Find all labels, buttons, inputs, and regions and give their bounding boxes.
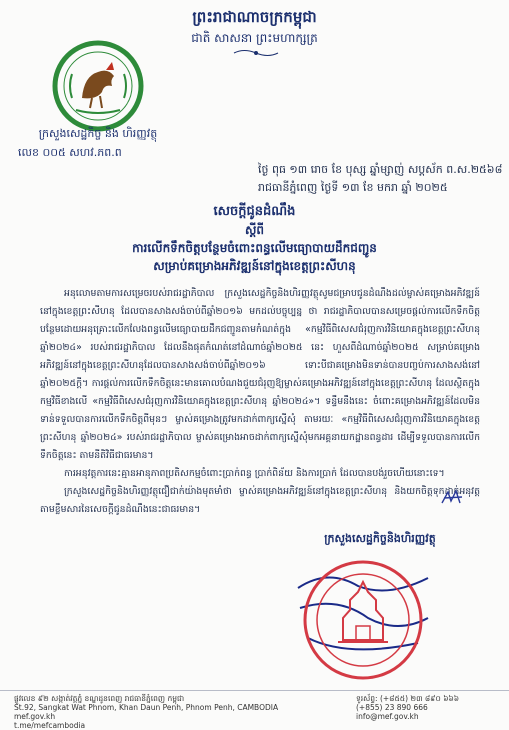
initial-signature-mark <box>440 489 464 507</box>
footer-email[interactable]: info@mef.gov.kh <box>356 712 419 721</box>
subject-line-2: សម្រាប់គម្រោងអភិវឌ្ឍន៍នៅក្នុងខេត្តព្រះសីហនុ <box>153 259 356 273</box>
footer-telegram[interactable]: t.me/mefcambodia <box>14 721 86 730</box>
paragraph-2: ការអនុវត្តការនេះគ្មានអានុភាពប្រតិសកម្មចំពោះប្រាក់ពន្ធ ប្រាក់ពិន័យ និងការប្រាក់ ដែលបានបង់រួចហើយនោះទេ។ <box>64 468 445 479</box>
page-footer <box>0 690 509 730</box>
footer-contact <box>356 694 459 721</box>
paragraph-1: អនុលោមតាមការសម្រេចរបស់រាជរដ្ឋាភិបាល ក្រសួងសេដ្ឋកិច្ចនិងហិរញ្ញវត្ថុសូមជម្រាបជូនដំណឹងដល់ម្ចាស់គម្រោងអភិវឌ្ឍន៍នៅក្នុងខេត្តព្រះសីហនុ ដែលបានសាងសង់ចាប់ពីឆ្នាំ២០១៦ មកដល់បច្ចុប្បន្ន ថា រាជរដ្ឋាភិបាលបានសម្រេចផ្តល់ការលើកទឹកចិត្តបន្ថែមដោយអនុគ្រោះលើកលែងពន្ធលើមធ្យោបាយដឹកជញ្ជូនតាមកំណត់ក្នុង «កម្មវិធីពិសេសជំរុញការវិនិយោគក្នុងខេត្តព្រះសីហនុ ឆ្នាំ២០២៤» របស់រាជរដ្ឋាភិបាល ដែលនឹងផុតកំណត់នៅដំណាច់ឆ្នាំ២០២៥ នេះ ហួសពីដំណាច់ឆ្នាំ២០២៥ សម្រាប់គម្រោងអភិវឌ្ឍន៍នៅក្នុងខេត្តព្រះសីហនុដែលបានសាងសង់ចាប់ពីឆ្នាំ២០១៦ ទោះបីជាគម្រោងមិនទាន់បានបញ្ចប់ការសាងសង់នៅឆ្នាំ២០២៥ក្តី។ ការផ្តល់ការលើកទឹកចិត្តនេះមានគោលបំណងជួយជំរុញឱ្យម្ចាស់គម្រោងអភិវឌ្ឍន៍នៅក្នុងខេត្តព្រះសីហនុ ដែលស្ថិតក្នុងកម្មវិធីខាងលើ «កម្មវិធីពិសេសជំរុញការវិនិយោគក្នុងខេត្តព្រះសីហនុ ឆ្នាំ២០២៤»។ ទន្ទឹមនឹងនេះ ចំពោះគម្រោងអភិវឌ្ឍន៍ដែលមិនទាន់ទទួលបានការលើកទឹកចិត្តពីមុនៗ ម្ចាស់គម្រោងត្រូវមកដាក់ពាក្យស្នើសុំ តាមរយៈ «កម្មវិធីពិសេសជំរុញការវិនិយោគក្នុងខេត្តព្រះសីហនុ ឆ្នាំ២០២៤» របស់រាជរដ្ឋាភិបាល ម្ចាស់គម្រោងអាចដាក់ពាក្យស្នើសុំមកអគ្គនាយកដ្ឋានពន្ធដារ ដើម្បីទទួលបានការលើកទឹកចិត្តនេះ តាមនីតិវិធីជាធរមាន។ <box>40 288 480 461</box>
official-seal <box>288 548 438 688</box>
kingdom-header: ព្រះរាជាណាចក្រកម្ពុជា <box>192 8 317 26</box>
footer-phone-kh: ទូរស័ព្ទ: (+៨៥៥) ២៣ ៨៩០ ៦៦៦ <box>356 694 460 703</box>
footer-address-kh: ផ្លូវលេខ ៩២ សង្កាត់វត្តភ្នំ ខណ្ឌដូនពេញ រាជធានីភ្នំពេញ កម្ពុជា <box>14 694 185 703</box>
reference-number: លេខ ០០៥ សហវ.ភព.ព <box>18 146 122 159</box>
lunar-date: ថ្ងៃ ពុធ ១៣ រោច ខែ បុស្ស ឆ្នាំម្សាញ់ សប្តស័ក ព.ស.២៥៦៨ <box>258 163 503 176</box>
national-motto: ជាតិ សាសនា ព្រះមហាក្សត្រ <box>191 31 318 45</box>
footer-phone: (+855) 23 890 666 <box>356 703 428 712</box>
ministry-name: ក្រសួងសេដ្ឋកិច្ច និង ហិរញ្ញវត្ថុ <box>38 127 158 140</box>
signatory-title: ក្រសួងសេដ្ឋកិច្ចនិងហិរញ្ញវត្ថុ <box>324 532 436 545</box>
notice-body <box>40 285 480 519</box>
paragraph-3: ក្រសួងសេដ្ឋកិច្ចនិងហិរញ្ញវត្ថុជឿជាក់យ៉ាងមុតមាំថា ម្ចាស់គម្រោងអភិវឌ្ឍន៍នៅក្នុងខេត្តព្រះសីហនុ និងយកចិត្តទុកដាក់អនុវត្តតាមខ្លឹមសារនៃសេចក្តីជូនដំណឹងនេះជាធរមាន។ <box>40 486 480 515</box>
about-label: ស្តីពី <box>244 223 265 237</box>
footer-address <box>14 694 278 721</box>
ministry-logo <box>52 40 144 132</box>
solar-date: រាជធានីភ្នំពេញ ថ្ងៃទី ១៣ ខែ មករា ឆ្នាំ ២០២៥ <box>258 181 448 194</box>
footer-web[interactable]: mef.gov.kh <box>14 712 56 721</box>
document-title: សេចក្តីជូនដំណឹង <box>213 204 296 219</box>
subject-line-1: ការលើកទឹកចិត្តបន្ថែមចំពោះពន្ធលើមធ្យោបាយដឹកជញ្ជូន <box>132 241 377 255</box>
footer-address-en: St.92, Sangkat Wat Phnom, Khan Daun Penh, Phnom Penh, CAMBODIA <box>14 703 279 712</box>
ornament-divider <box>232 48 280 58</box>
